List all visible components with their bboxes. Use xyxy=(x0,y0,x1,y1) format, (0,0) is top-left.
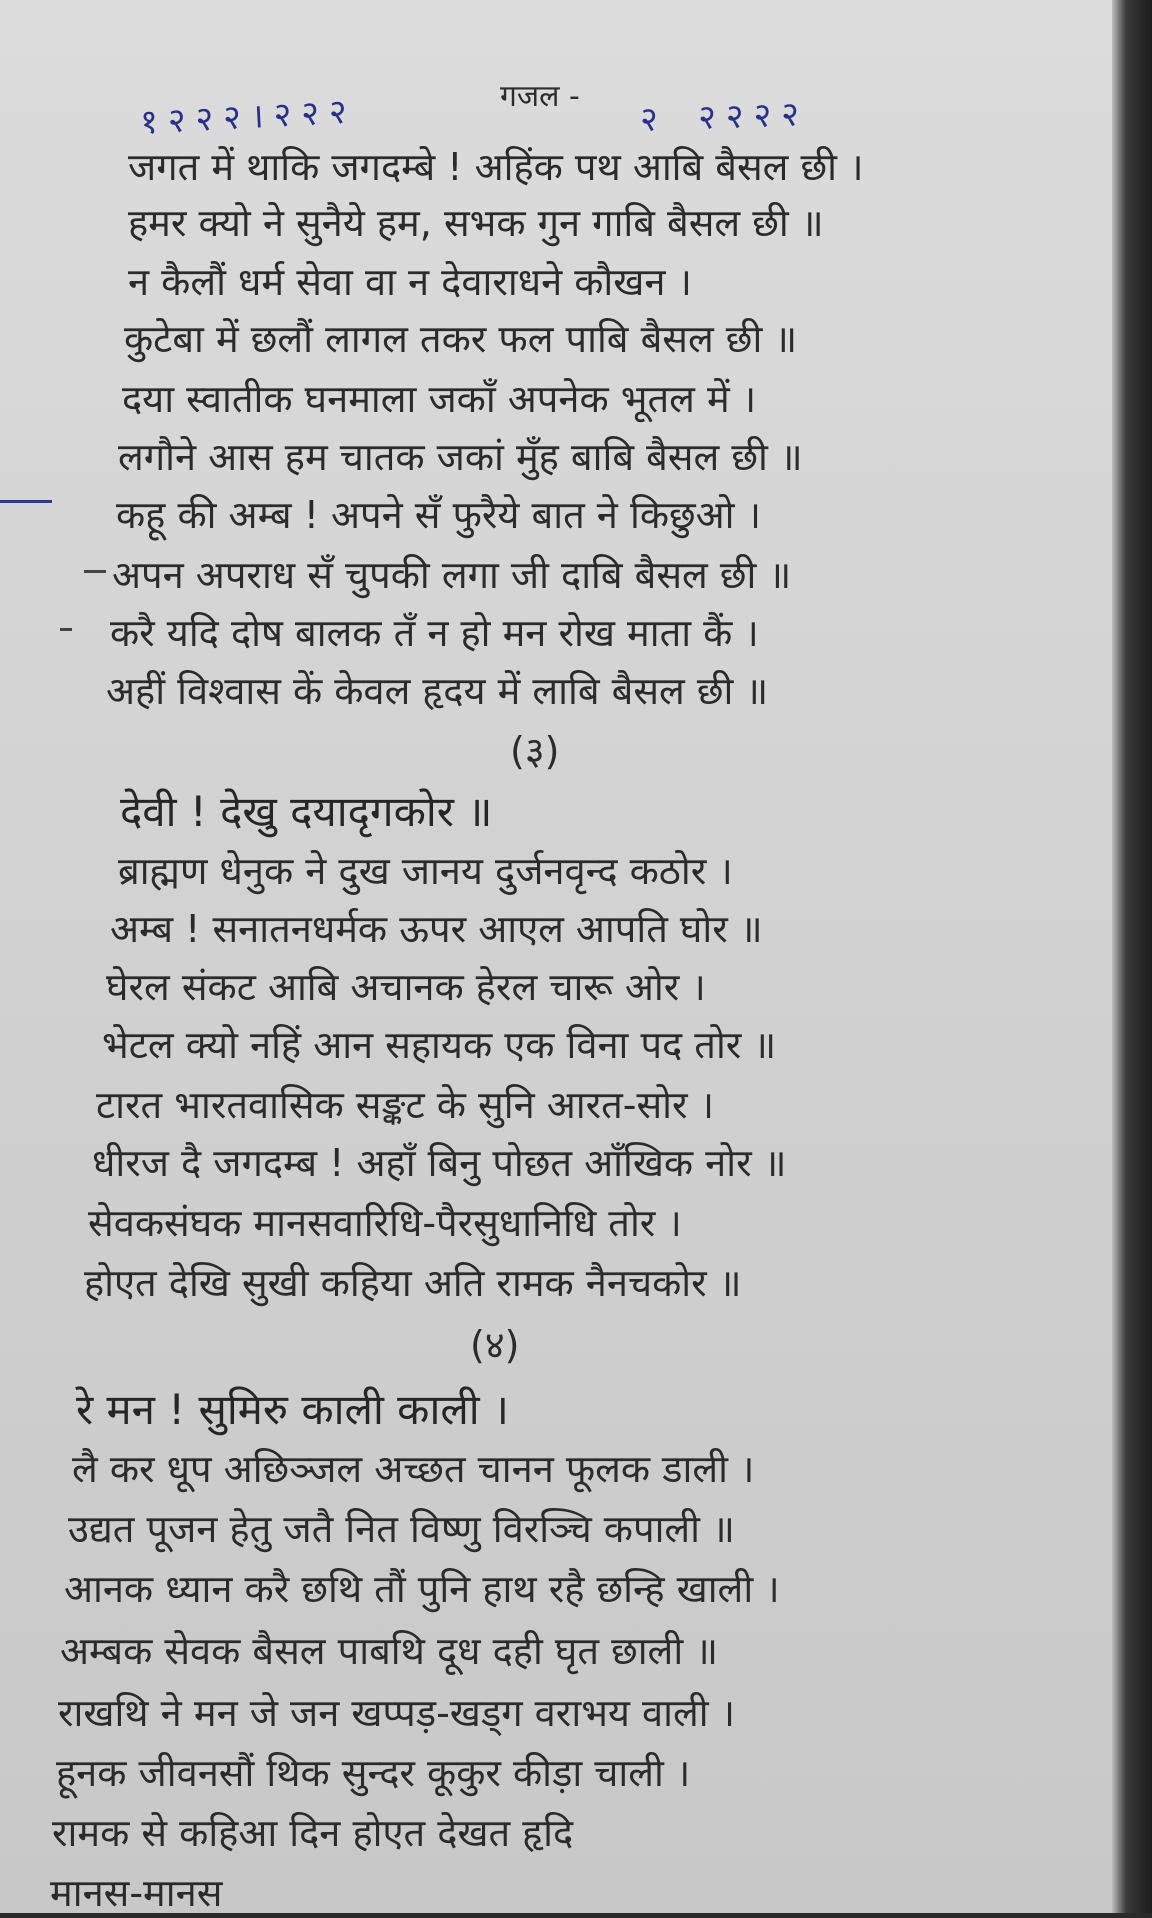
pen-margin-mark xyxy=(84,570,106,573)
ghazal-line: लगौने आस हम चातक जकां मुँह बाबि बैसल छी ॥ xyxy=(118,435,803,479)
ghazal-line: अपन अपराध सँ चुपकी लगा जी दाबि बैसल छी ॥ xyxy=(112,553,792,597)
verse-line: अम्ब ! सनातनधर्मक ऊपर आएल आपति घोर ॥ xyxy=(110,907,763,951)
section-title: देवी ! देखु दयादृगकोर ॥ xyxy=(120,787,493,836)
verse-line: लै कर धूप अछिञ्जल अच्छत चानन फूलक डाली । xyxy=(72,1447,755,1491)
page-edge-shadow xyxy=(1112,0,1152,1913)
verse-line: मानस-मानस xyxy=(50,1871,223,1915)
ghazal-line: दया स्वातीक घनमाला जकाँ अपनेक भूतल में । xyxy=(122,377,757,421)
ghazal-heading: गजल - xyxy=(500,79,580,114)
ghazal-line: कहू की अम्ब ! अपने सँ फुरैये बात ने किछुओ । xyxy=(116,493,761,537)
scansion-annotation-left: १२२२।२२२ xyxy=(139,91,358,143)
ghazal-line: जगत में थाकि जगदम्बे ! अहिंक पथ आबि बैसल छी । xyxy=(128,145,864,189)
ghazal-line: करै यदि दोष बालक तँ न हो मन रोख माता कैं । xyxy=(110,611,759,655)
ghazal-line: हमर क्यो ने सुनैये हम, सभक गुन गाबि बैसल छी ॥ xyxy=(128,201,824,245)
verse-line: उद्यत पूजन हेतु जतै नित विष्णु विरञ्चि कपाली ॥ xyxy=(68,1507,735,1551)
verse-line: भेटल क्यो नहिं आन सहायक एक विना पद तोर ॥ xyxy=(102,1023,777,1067)
verse-line: हूनक जीवनसौं थिक सुन्दर कूकुर कीड़ा चाली । xyxy=(56,1751,691,1795)
verse-line: आनक ध्यान करै छथि तौं पुनि हाथ रहै छन्हि खाली । xyxy=(64,1567,780,1611)
ghazal-line: न कैलौं धर्म सेवा वा न देवाराधने कौखन । xyxy=(128,260,692,304)
verse-line: राखथि ने मन जे जन खप्पड़-खड्ग वराभय वाली । xyxy=(58,1691,736,1735)
section-number: (३) xyxy=(510,729,560,773)
verse-line: सेवकसंघक मानसवारिधि-पैरसुधानिधि तोर । xyxy=(88,1201,682,1245)
verse-line: टारत भारतवासिक सङ्कट के सुनि आरत-सोर । xyxy=(96,1083,715,1127)
section-title: रे मन ! सुमिरु काली काली । xyxy=(76,1385,509,1434)
pen-margin-mark xyxy=(0,500,52,503)
verse-line: धीरज दै जगदम्ब ! अहाँ बिनु पोछत आँखिक नोर ॥ xyxy=(92,1141,787,1185)
verse-line: ब्राह्मण धेनुक ने दुख जानय दुर्जनवृन्द कठोर । xyxy=(118,849,733,893)
verse-line: घेरल संकट आबि अचानक हेरल चारू ओर । xyxy=(106,965,706,1009)
verse-line: रामक से कहिआ दिन होएत देखत हृदि xyxy=(52,1811,574,1855)
ghazal-line: अहीं विश्वास कें केवल हृदय में लाबि बैसल छी ॥ xyxy=(106,669,769,713)
section-number: (४) xyxy=(470,1323,520,1367)
ghazal-line: कुटेबा में छलौं लागल तकर फल पाबि बैसल छी ॥ xyxy=(124,317,798,361)
verse-line: अम्बक सेवक बैसल पाबथि दूध दही घृत छाली ॥ xyxy=(60,1629,719,1673)
pen-margin-mark xyxy=(60,628,72,631)
verse-line: होएत देखि सुखी कहिया अति रामक नैनचकोर ॥ xyxy=(84,1261,742,1305)
scansion-annotation-right: २ २२२२ xyxy=(639,94,810,140)
